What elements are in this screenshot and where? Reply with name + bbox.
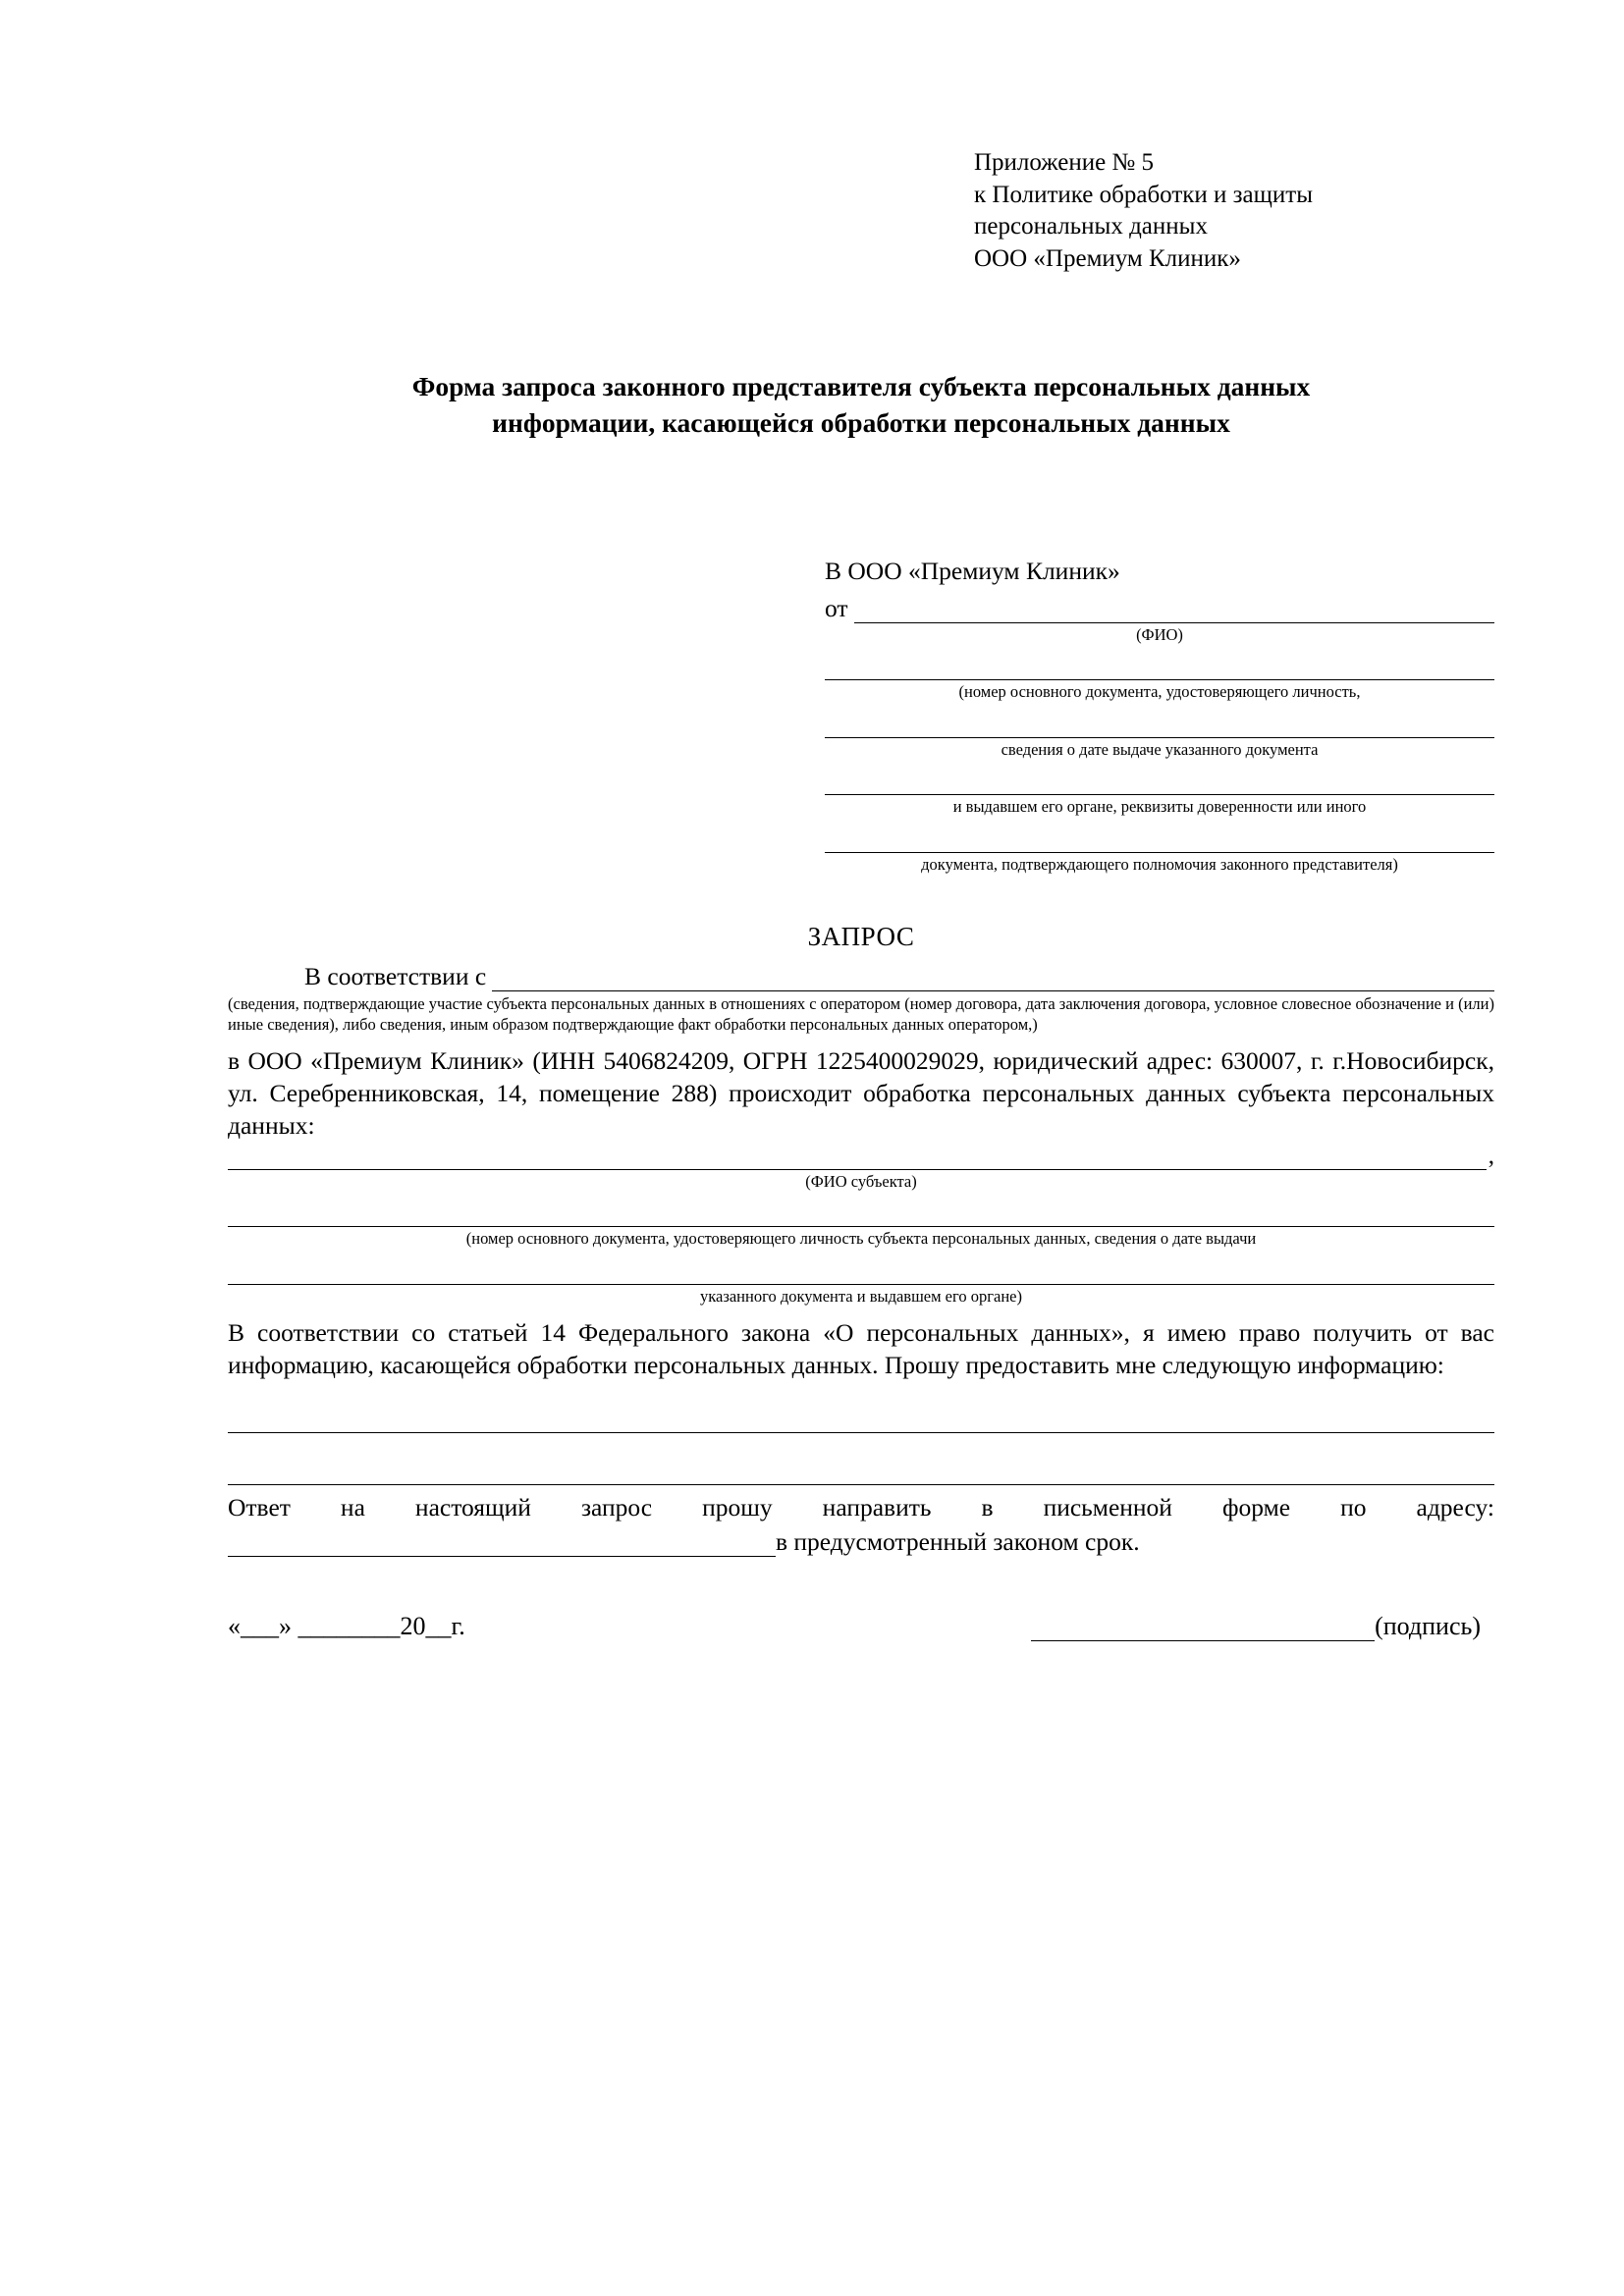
request-heading: ЗАПРОС — [807, 921, 915, 951]
from-document-input[interactable] — [825, 654, 1494, 680]
appendix-number: Приложение № 5 — [974, 149, 1155, 176]
signature-line[interactable] — [1031, 1617, 1375, 1641]
signature-date-field[interactable]: «___» ________20__г. — [228, 1612, 465, 1641]
caption-document-authority: и выдавшем его органе, реквизиты доверенности или иного — [952, 797, 1367, 817]
caption-subject-fio: (ФИО субъекта) — [805, 1171, 917, 1191]
addressee-block — [825, 557, 1494, 875]
page-title-line-1: Форма запроса законного представителя субъекта персональных данных — [411, 371, 1311, 401]
operator-details-paragraph: в ООО «Премиум Клиник» (ИНН 5406824209, ОГРН 1225400029029, юридический адрес: 630007, г. г.Новосибирск, ул. Серебренниковская, 14, помещение 288) происходит обработка персональных данных субъекта персональных данных: — [228, 1046, 1494, 1141]
from-document-date-input[interactable] — [825, 712, 1494, 738]
caption-participation-details: (сведения, подтверждающие участие субъекта персональных данных в отношениях с оператором (номер договора, дата заключения договора, условное словесное обозначение и (или) иные сведения), либо сведения, иным образом подтверждающие факт обработки персональных данных оператором,) — [228, 993, 1494, 1035]
requested-information-area — [228, 1407, 1494, 1485]
caption-fio: (ФИО) — [1136, 625, 1183, 645]
caption-subject-document: (номер основного документа, удостоверяющего личность субъекта персональных данных, сведения о дате выдачи — [465, 1229, 1257, 1249]
signature-label: (подпись) — [1375, 1612, 1481, 1641]
page-title — [228, 369, 1494, 441]
from-row — [825, 594, 1494, 623]
subject-document-input[interactable] — [228, 1201, 1494, 1227]
subject-fio-row — [228, 1143, 1494, 1170]
caption-document-date: сведения о дате выдаче указанного документа — [1001, 739, 1319, 759]
answer-address-row — [228, 1527, 1494, 1557]
appendix-policy-line-2: персональных данных — [974, 213, 1208, 240]
appendix-organization: ООО «Премиум Клиник» — [974, 244, 1241, 272]
subject-document-authority-input[interactable] — [228, 1258, 1494, 1285]
answer-address-paragraph: Ответ на настоящий запрос прошу направить в письменной форме по адресу: — [228, 1493, 1494, 1522]
document-content — [228, 147, 1494, 1641]
caption-document-number: (номер основного документа, удостоверяющего личность, — [958, 681, 1361, 701]
from-power-of-attorney-input[interactable] — [825, 827, 1494, 853]
appendix-header — [974, 147, 1494, 275]
addressee-organization: В ООО «Премиум Клиник» — [825, 557, 1120, 586]
in-accordance-input[interactable] — [492, 965, 1494, 991]
answer-address-tail: в предусмотренный законом срок. — [776, 1527, 1140, 1557]
in-accordance-label: В соответствии с — [304, 961, 487, 990]
requested-information-line-2[interactable] — [228, 1459, 1494, 1485]
caption-subject-document-authority: указанного документа и выдавшем его органе) — [700, 1287, 1022, 1307]
from-document-authority-input[interactable] — [825, 769, 1494, 795]
in-accordance-row — [228, 962, 1494, 991]
appendix-policy-line-1: к Политике обработки и защиты — [974, 181, 1314, 208]
subject-fio-comma: , — [1488, 1142, 1494, 1169]
page-title-line-2: информации, касающейся обработки персональных данных — [492, 406, 1230, 438]
signature-field[interactable] — [1031, 1612, 1494, 1641]
subject-fio-input[interactable] — [228, 1144, 1487, 1170]
caption-power-of-attorney: документа, подтверждающего полномочия законного представителя) — [921, 855, 1398, 875]
signature-row — [228, 1612, 1494, 1641]
law-reference-paragraph: В соответствии со статьей 14 Федерального закона «О персональных данных», я имею право получить от вас информацию, касающейся обработки персональных данных. Прошу предоставить мне следующую информацию: — [228, 1317, 1494, 1380]
requested-information-line-1[interactable] — [228, 1407, 1494, 1433]
answer-address-input[interactable] — [228, 1530, 776, 1557]
from-fio-input[interactable] — [854, 597, 1494, 623]
from-label: от — [825, 594, 848, 623]
